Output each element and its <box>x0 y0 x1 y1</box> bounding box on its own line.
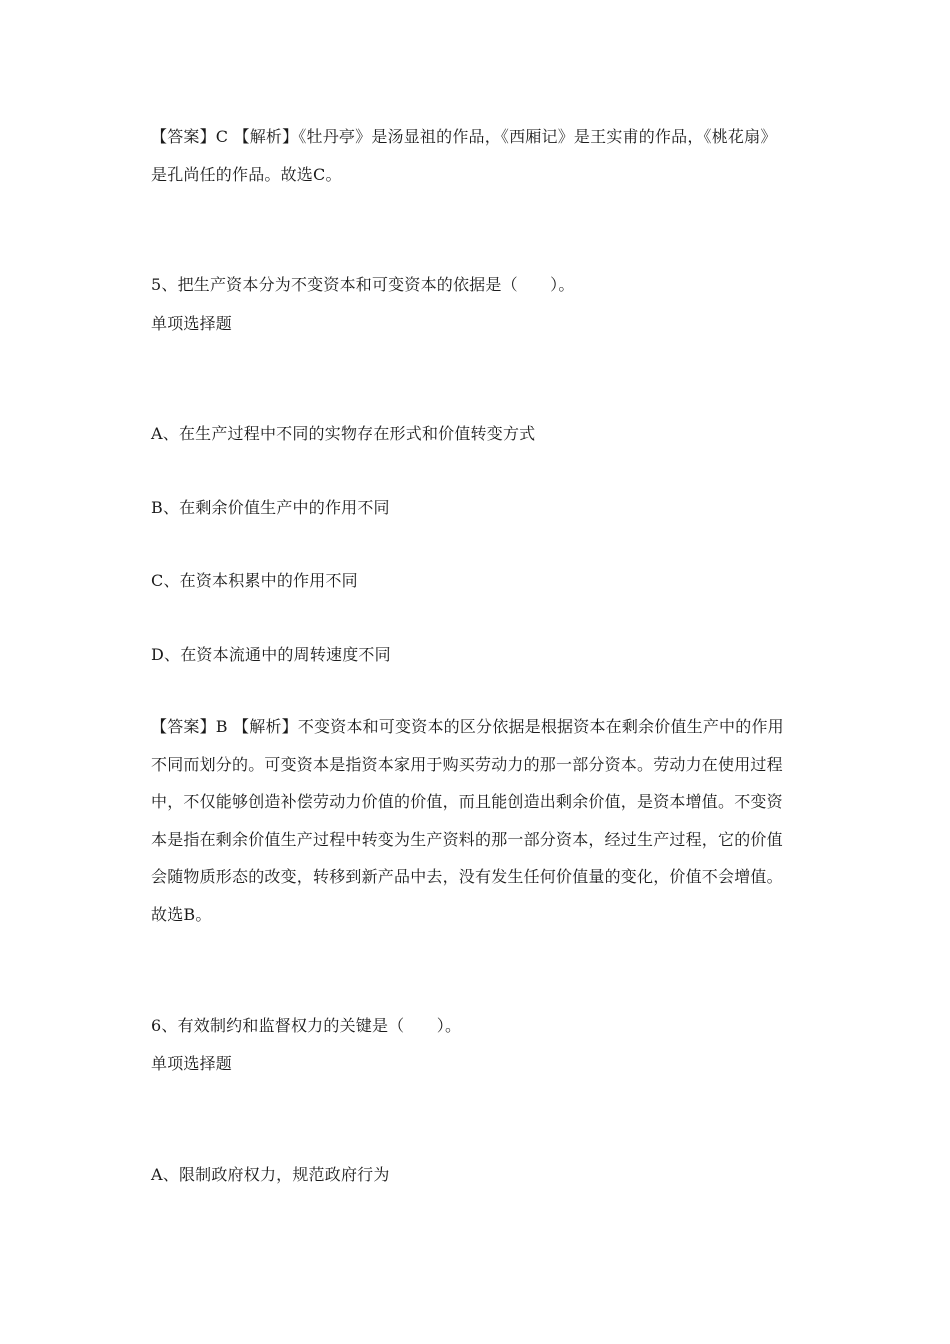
answer-explanation-q5: 【答案】B 【解析】不变资本和可变资本的区分依据是根据资本在剩余价值生产中的作用不同而划分的。可变资本是指资本家用于购买劳动力的那一部分资本。劳动力在使用过程中，不仅能够创造补偿劳动力价值的价值，而且能创造出剩余价值，是资本增值。不变资本是指在剩余价值生产过程中转变为生产资料的那一部分资本，经过生产过程，它的价值会随物质形态的改变，转移到新产品中去，没有发生任何价值量的变化，价值不会增值。故选B。 <box>151 717 784 924</box>
question-type-q6: 单项选择题 <box>151 1054 233 1073</box>
question-stem-q6: 6、有效制约和监督权力的关键是（ ）。 <box>151 1016 462 1035</box>
question-stem-q5: 5、把生产资本分为不变资本和可变资本的依据是（ ）。 <box>151 275 575 294</box>
answer-explanation-q4: 【答案】C 【解析】《牡丹亭》是汤显祖的作品，《西厢记》是王实甫的作品，《桃花扇》是孔尚任的作品。故选C。 <box>151 127 777 184</box>
option-b-q5: B、在剩余价值生产中的作用不同 <box>151 498 390 517</box>
option-a-q6: A、限制政府权力，规范政府行为 <box>151 1165 390 1184</box>
option-a-q5: A、在生产过程中不同的实物存在形式和价值转变方式 <box>151 424 536 443</box>
option-c-q5: C、在资本积累中的作用不同 <box>151 571 358 590</box>
option-d-q5: D、在资本流通中的周转速度不同 <box>151 645 391 664</box>
question-type-q5: 单项选择题 <box>151 314 233 333</box>
